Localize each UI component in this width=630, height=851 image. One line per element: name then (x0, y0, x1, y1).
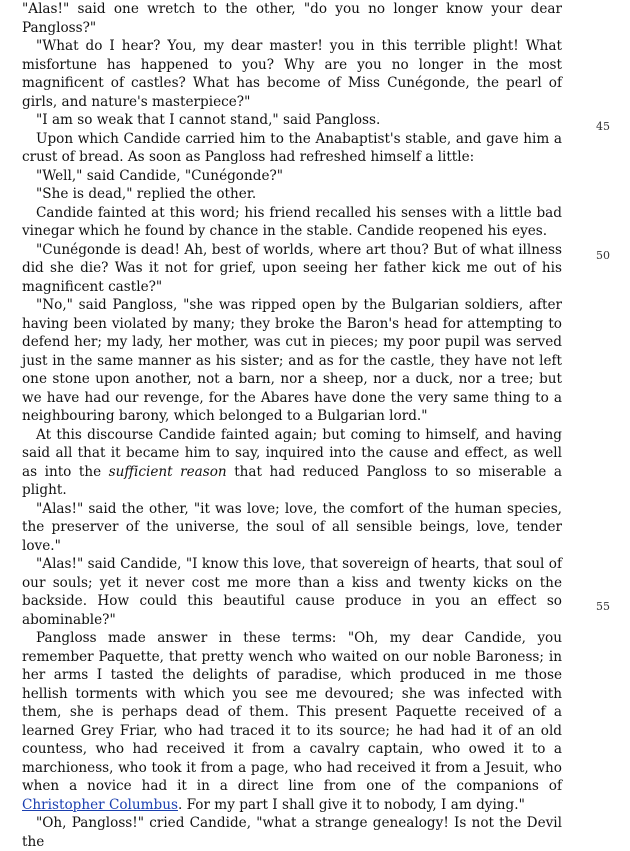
paragraph-sufficient-reason (22, 426, 562, 500)
paragraph: "Alas!" said one wretch to the other, "do you no longer know your dear Pangloss?" (22, 1, 562, 36)
paragraph-pangloss-answer (22, 629, 562, 814)
paragraph: "Well," said Candide, "Cunégonde?" (36, 167, 284, 184)
paragraph-text: . For my part I shall give it to nobody, I am dying." (177, 796, 525, 813)
paragraph: "What do I hear? You, my dear master! you in this terrible plight! What misfortune has happened to you? Why are you no longer in the most magnificent of castles? What has become of Miss Cunégonde, the pearl of girls, and nature's masterpiece?" (22, 38, 562, 110)
paragraph-text: At this discourse Candide fainted again; but coming to himself, and having said all that it became him to say, inquired into the cause and effect, as well as into the (22, 426, 562, 480)
paragraph: "Alas!" said the other, "it was love; love, the comfort of the human species, the preserver of the universe, the soul of all sensible beings, love, tender love." (22, 500, 562, 554)
paragraph: Upon which Candide carried him to the Anabaptist's stable, and gave him a crust of bread. As soon as Pangloss had refreshed himself a little: (22, 130, 562, 165)
paragraph: "No," said Pangloss, "she was ripped open by the Bulgarian soldiers, after having been violated by many; they broke the Baron's head for attempting to defend her; my lady, her mother, was cut in pieces; my poor pupil was served just in the same manner as his sister; and as for the castle, they have not left one stone upon another, not a barn, nor a sheep, nor a duck, nor a tree; but we have had our revenge, for the Abares have done the very same thing to a neighbouring barony, which belonged to a Bulgarian lord." (22, 297, 562, 424)
paragraph: "Alas!" said Candide, "I know this love, that sovereign of hearts, that soul of our souls; yet it never cost me more than a kiss and twenty kicks on the backside. How could this beautiful cause produce in you an effect so abominable?" (22, 556, 562, 628)
paragraph: Candide fainted at this word; his friend recalled his senses with a little bad vinegar which he found by chance in the stable. Candide reopened his eyes. (22, 204, 562, 239)
book-page (22, 0, 562, 851)
paragraph-text: that had reduced Pangloss to so miserable a plight. (22, 463, 562, 498)
line-number: 50 (596, 249, 610, 262)
paragraph: "I am so weak that I cannot stand," said Pangloss. (36, 112, 381, 128)
emphasis-text: sufficient reason (108, 463, 227, 480)
line-number: 55 (596, 600, 610, 613)
paragraph: "Oh, Pangloss!" cried Candide, "what a strange genealogy! Is not the Devil the (22, 815, 562, 850)
paragraph: "She is dead," replied the other. (36, 186, 257, 202)
paragraph-text: Pangloss made answer in these terms: "Oh, my dear Candide, you remember Paquette, that pretty wench who waited on our noble Baroness; in her arms I tasted the delights of paradise, which produced in me those hellish torments with which you see me devoured; she was infected with them, she is perhaps dead of them. This present Paquette received of a learned Grey Friar, who had traced it to its source; he had had it of an old countess, who had received it from a cavalry captain, who owed it to a marchioness, who took it from a page, who had received it from a Jesuit, who when a novice had it in a direct line from one of the companions of (22, 630, 562, 794)
paragraph: "Cunégonde is dead! Ah, best of worlds, where art thou? But of what illness did she die? Was it not for grief, upon seeing her father kick me out of his magnificent castle?" (22, 241, 562, 295)
christopher-columbus-link[interactable]: Christopher Columbus (22, 796, 178, 813)
line-number: 45 (596, 120, 610, 133)
